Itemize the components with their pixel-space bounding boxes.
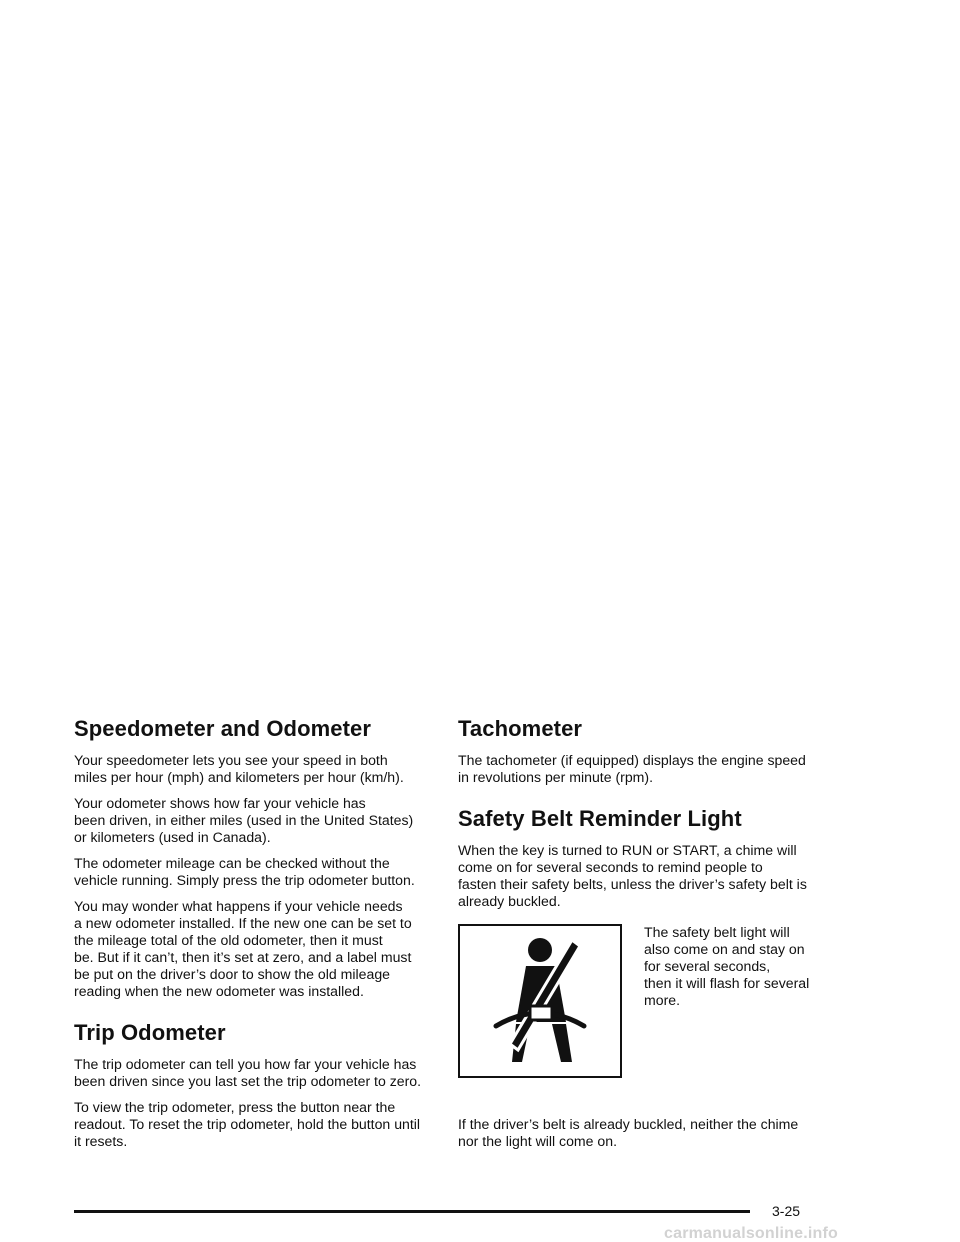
safety-belt-section [458,806,832,1150]
tachometer-heading: Tachometer [458,716,583,741]
page-number: 3-25 [772,1203,801,1219]
speedometer-paragraph-4: You may wonder what happens if your vehicle needs a new odometer installed. If the new one can be set to the mileage total of the old odometer, then it must be. But if it can’t, then it’s set at zero, and a label must be put on the driver’s door to show the old mileage reading when the new odometer was installed. [74,898,412,999]
footer-rule [74,1210,750,1213]
safety-belt-icon-graphic [460,926,620,1076]
speedometer-section [74,716,436,1000]
safety-belt-paragraph-2: The safety belt light will also come on and stay on for several seconds, then it will flash for several more. [644,924,810,1008]
safety-belt-icon [458,924,622,1078]
trip-odometer-heading: Trip Odometer [74,1020,226,1045]
safety-belt-heading: Safety Belt Reminder Light [458,806,742,831]
left-column [74,716,436,1159]
tachometer-paragraph-1: The tachometer (if equipped) displays the engine speed in revolutions per minute (rpm). [458,752,806,785]
safety-belt-figure-row [458,924,832,1104]
tachometer-section [458,716,832,786]
trip-odometer-section [74,1020,436,1150]
right-column [458,716,832,1159]
speedometer-heading: Speedometer and Odometer [74,716,372,741]
trip-odometer-paragraph-2: To view the trip odometer, press the button near the readout. To reset the trip odometer, hold the button until it resets. [74,1099,421,1149]
trip-odometer-paragraph-1: The trip odometer can tell you how far your vehicle has been driven since you last set the trip odometer to zero. [74,1056,422,1089]
speedometer-paragraph-3: The odometer mileage can be checked without the vehicle running. Simply press the trip odometer button. [74,855,415,888]
safety-belt-paragraph-1: When the key is turned to RUN or START, a chime will come on for several seconds to remind people to fasten their safety belts, unless the driver’s safety belt is already buckled. [458,842,807,909]
safety-belt-paragraph-3: If the driver’s belt is already buckled, neither the chime nor the light will come on. [458,1116,799,1149]
speedometer-paragraph-1: Your speedometer lets you see your speed in both miles per hour (mph) and kilometers per hour (km/h). [74,752,404,785]
watermark: carmanualsonline.info [664,1225,839,1242]
speedometer-paragraph-2: Your odometer shows how far your vehicle has been driven, in either miles (used in the United States) or kilometers (used in Canada). [74,795,414,845]
